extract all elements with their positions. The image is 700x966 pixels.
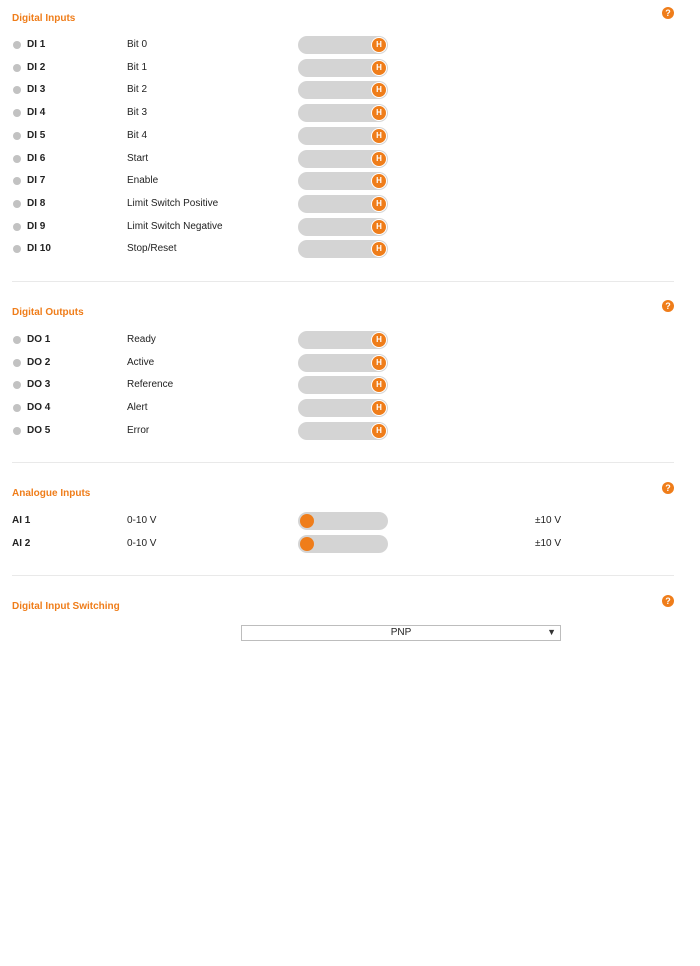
io-row [0,195,700,213]
io-id: DI 8 [27,197,46,209]
toggle-knob-icon: H [371,423,387,439]
digital-input-switching-title: Digital Input Switching [12,601,120,612]
io-label: Start [127,152,149,164]
digital-outputs-help-icon[interactable]: ? [662,300,674,312]
analogue-inputs-title: Analogue Inputs [12,488,91,499]
status-led-icon [13,109,21,117]
status-led-icon [13,86,21,94]
io-id: DI 3 [27,84,46,96]
io-row [0,240,700,258]
status-led-icon [13,132,21,140]
slider-thumb[interactable] [300,537,314,551]
status-led-icon [13,200,21,208]
io-label: Limit Switch Negative [127,220,223,232]
switching-mode-select[interactable] [241,625,561,641]
io-label: Bit 1 [127,61,148,73]
status-led-icon [13,359,21,367]
toggle-knob-icon: H [371,241,387,257]
toggle-knob-icon: H [371,37,387,53]
io-toggle[interactable] [298,195,388,213]
status-led-icon [13,41,21,49]
status-led-icon [13,404,21,412]
io-label: Reference [127,379,174,391]
io-id: DO 3 [27,379,51,391]
io-toggle[interactable] [298,59,388,77]
io-label: Bit 2 [127,84,148,96]
toggle-knob-icon: H [371,355,387,371]
io-toggle[interactable] [298,127,388,145]
section-divider [12,575,674,576]
io-label: Bit 3 [127,107,148,119]
analogue-slider[interactable] [298,535,388,553]
io-toggle[interactable] [298,36,388,54]
io-id: DI 6 [27,152,46,164]
digital-outputs-title: Digital Outputs [12,307,84,318]
io-label: Stop/Reset [127,243,177,255]
io-id: DI 7 [27,175,46,187]
io-label: Ready [127,334,156,345]
section-divider [12,462,674,463]
analogue-label: 0-10 V [127,515,157,526]
toggle-knob-icon: H [371,219,387,235]
toggle-knob-icon: H [371,173,387,189]
toggle-knob-icon: H [371,105,387,121]
analogue-id: AI 1 [12,515,31,526]
io-row [0,59,700,77]
digital-inputs-help-icon[interactable]: ? [662,7,674,19]
io-id: DO 2 [27,356,51,368]
io-id: DI 2 [27,61,46,73]
toggle-knob-icon: H [371,332,387,348]
status-led-icon [13,155,21,163]
io-label: Limit Switch Positive [127,197,219,209]
io-id: DO 1 [27,334,51,345]
io-row [0,127,700,145]
digital-input-switching-help-icon[interactable]: ? [662,595,674,607]
io-row [0,331,700,349]
io-label: Enable [127,175,159,187]
analogue-row [0,535,700,553]
io-toggle[interactable] [298,172,388,190]
io-toggle[interactable] [298,399,388,417]
status-led-icon [13,381,21,389]
io-row [0,36,700,54]
io-row [0,376,700,394]
analogue-range: ±10 V [535,515,562,526]
toggle-knob-icon: H [371,82,387,98]
io-row [0,354,700,372]
chevron-down-icon: ▼ [547,627,556,637]
io-id: DI 1 [27,39,46,50]
section-divider [12,281,674,282]
switching-mode-value: PNP [390,627,412,638]
toggle-knob-icon: H [371,196,387,212]
io-toggle[interactable] [298,376,388,394]
analogue-slider[interactable] [298,512,388,530]
io-id: DI 4 [27,107,46,119]
io-toggle[interactable] [298,422,388,440]
toggle-knob-icon: H [371,60,387,76]
analogue-range: ±10 V [535,537,562,549]
status-led-icon [13,336,21,344]
slider-thumb[interactable] [300,514,314,528]
status-led-icon [13,245,21,253]
io-row [0,422,700,440]
io-label: Bit 4 [127,129,148,141]
io-label: Alert [127,402,148,414]
io-row [0,104,700,122]
io-id: DI 10 [27,243,51,255]
status-led-icon [13,64,21,72]
toggle-knob-icon: H [371,128,387,144]
io-toggle[interactable] [298,331,388,349]
io-toggle[interactable] [298,354,388,372]
io-row [0,172,700,190]
io-toggle[interactable] [298,81,388,99]
io-id: DO 5 [27,424,51,436]
digital-inputs-title: Digital Inputs [12,13,76,24]
io-toggle[interactable] [298,104,388,122]
io-row [0,150,700,168]
toggle-knob-icon: H [371,151,387,167]
io-label: Active [127,356,155,368]
io-toggle[interactable] [298,240,388,258]
io-id: DI 9 [27,220,46,232]
io-toggle[interactable] [298,150,388,168]
io-toggle[interactable] [298,218,388,236]
status-led-icon [13,223,21,231]
analogue-row [0,512,700,530]
io-row [0,399,700,417]
toggle-knob-icon: H [371,377,387,393]
analogue-label: 0-10 V [127,537,157,549]
analogue-inputs-help-icon[interactable]: ? [662,482,674,494]
io-row [0,81,700,99]
io-id: DI 5 [27,129,46,141]
io-label: Bit 0 [127,39,148,50]
status-led-icon [13,177,21,185]
io-id: DO 4 [27,402,51,414]
status-led-icon [13,427,21,435]
analogue-id: AI 2 [12,537,31,549]
toggle-knob-icon: H [371,400,387,416]
io-label: Error [127,424,150,436]
io-row [0,218,700,236]
